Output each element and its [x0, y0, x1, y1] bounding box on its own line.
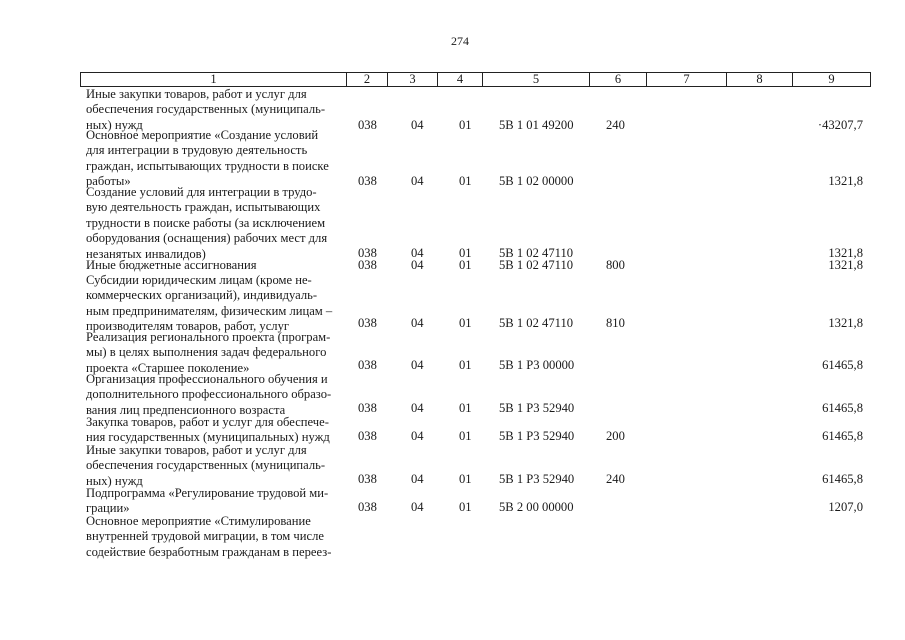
amount: 61465,8 [822, 401, 863, 415]
row-description: Основное мероприятие «Стимулирование внутренней трудовой миграции, в том числе содействие безработным гражданам в переез- [86, 514, 332, 559]
page-number: 274 [451, 34, 469, 48]
code-target-article: 5В 1 02 47110 [499, 258, 574, 272]
row-description: Закупка товаров, работ и услуг для обеспече- ния государственных (муниципальных) нужд [86, 415, 330, 445]
code-expense-type: 200 [606, 429, 625, 443]
row-description: Создание условий для интеграции в трудо- вую деятельность граждан, испытывающих трудности в поиске работы (за исключением оборудования (оснащения) рабочих мест для незанятых инвалидов) [86, 185, 328, 261]
column-header: 6 [590, 73, 647, 87]
amount: 1321,8 [828, 316, 863, 330]
code-ministry: 038 [358, 500, 377, 514]
code-section: 04 [411, 358, 424, 372]
row-description: Основное мероприятие «Создание условий для интеграции в трудовую деятельность граждан, испытывающих трудности в поиске работы» [86, 128, 329, 189]
code-section: 04 [411, 118, 424, 132]
code-target-article: 5В 1 Р3 52940 [499, 429, 575, 443]
amount: 61465,8 [822, 472, 863, 486]
code-subsection: 01 [459, 118, 472, 132]
row-description: Организация профессионального обучения и дополнительного профессионального образо- вания лиц предпенсионного возраста [86, 372, 332, 417]
code-section: 04 [411, 246, 424, 260]
code-expense-type: 810 [606, 316, 625, 330]
code-ministry: 038 [358, 472, 377, 486]
amount: 1207,0 [828, 500, 863, 514]
column-header: 7 [647, 73, 727, 87]
code-section: 04 [411, 500, 424, 514]
code-subsection: 01 [459, 500, 472, 514]
code-subsection: 01 [459, 429, 472, 443]
code-target-article: 5В 1 02 47110 [499, 316, 574, 330]
code-ministry: 038 [358, 358, 377, 372]
code-target-article: 5В 1 Р3 52940 [499, 472, 575, 486]
row-description: Субсидии юридическим лицам (кроме не- коммерческих организаций), индивидуаль- ным предпринимателям, физическим лицам – производителям товаров, работ, услуг [86, 273, 333, 334]
code-subsection: 01 [459, 246, 472, 260]
code-target-article: 5В 1 02 47110 [499, 246, 574, 260]
row-description: Реализация регионального проекта (програм- мы) в целях выполнения задач федерального проекта «Старшее поколение» [86, 330, 331, 375]
column-header: 3 [388, 73, 438, 87]
code-target-article: 5В 1 02 00000 [499, 174, 574, 188]
amount: ·43207,7 [817, 118, 863, 132]
code-section: 04 [411, 316, 424, 330]
column-header: 9 [793, 73, 871, 87]
code-target-article: 5В 1 Р3 52940 [499, 401, 575, 415]
code-ministry: 038 [358, 401, 377, 415]
code-section: 04 [411, 472, 424, 486]
code-subsection: 01 [459, 316, 472, 330]
column-header: 8 [727, 73, 793, 87]
code-ministry: 038 [358, 174, 377, 188]
code-subsection: 01 [459, 358, 472, 372]
amount: 1321,8 [828, 174, 863, 188]
column-header: 1 [81, 73, 347, 87]
amount: 1321,8 [828, 258, 863, 272]
code-section: 04 [411, 429, 424, 443]
row-description: Подпрограмма «Регулирование трудовой ми- грации» [86, 486, 329, 516]
code-ministry: 038 [358, 316, 377, 330]
code-target-article: 5В 1 01 49200 [499, 118, 574, 132]
row-description: Иные закупки товаров, работ и услуг для обеспечения государственных (муниципаль- ных) нужд [86, 443, 326, 488]
code-subsection: 01 [459, 472, 472, 486]
row-description: Иные бюджетные ассигнования [86, 258, 257, 272]
code-target-article: 5В 1 Р3 00000 [499, 358, 575, 372]
code-ministry: 038 [358, 246, 377, 260]
amount: 61465,8 [822, 429, 863, 443]
amount: 61465,8 [822, 358, 863, 372]
code-ministry: 038 [358, 429, 377, 443]
code-section: 04 [411, 401, 424, 415]
code-expense-type: 240 [606, 472, 625, 486]
code-subsection: 01 [459, 258, 472, 272]
code-expense-type: 800 [606, 258, 625, 272]
column-header: 2 [347, 73, 388, 87]
amount: 1321,8 [828, 246, 863, 260]
column-header: 4 [438, 73, 483, 87]
code-subsection: 01 [459, 401, 472, 415]
column-header: 5 [483, 73, 590, 87]
code-target-article: 5В 2 00 00000 [499, 500, 574, 514]
code-section: 04 [411, 174, 424, 188]
row-description: Иные закупки товаров, работ и услуг для обеспечения государственных (муниципаль- ных) нужд [86, 87, 326, 132]
code-section: 04 [411, 258, 424, 272]
code-subsection: 01 [459, 174, 472, 188]
code-expense-type: 240 [606, 118, 625, 132]
code-ministry: 038 [358, 258, 377, 272]
code-ministry: 038 [358, 118, 377, 132]
